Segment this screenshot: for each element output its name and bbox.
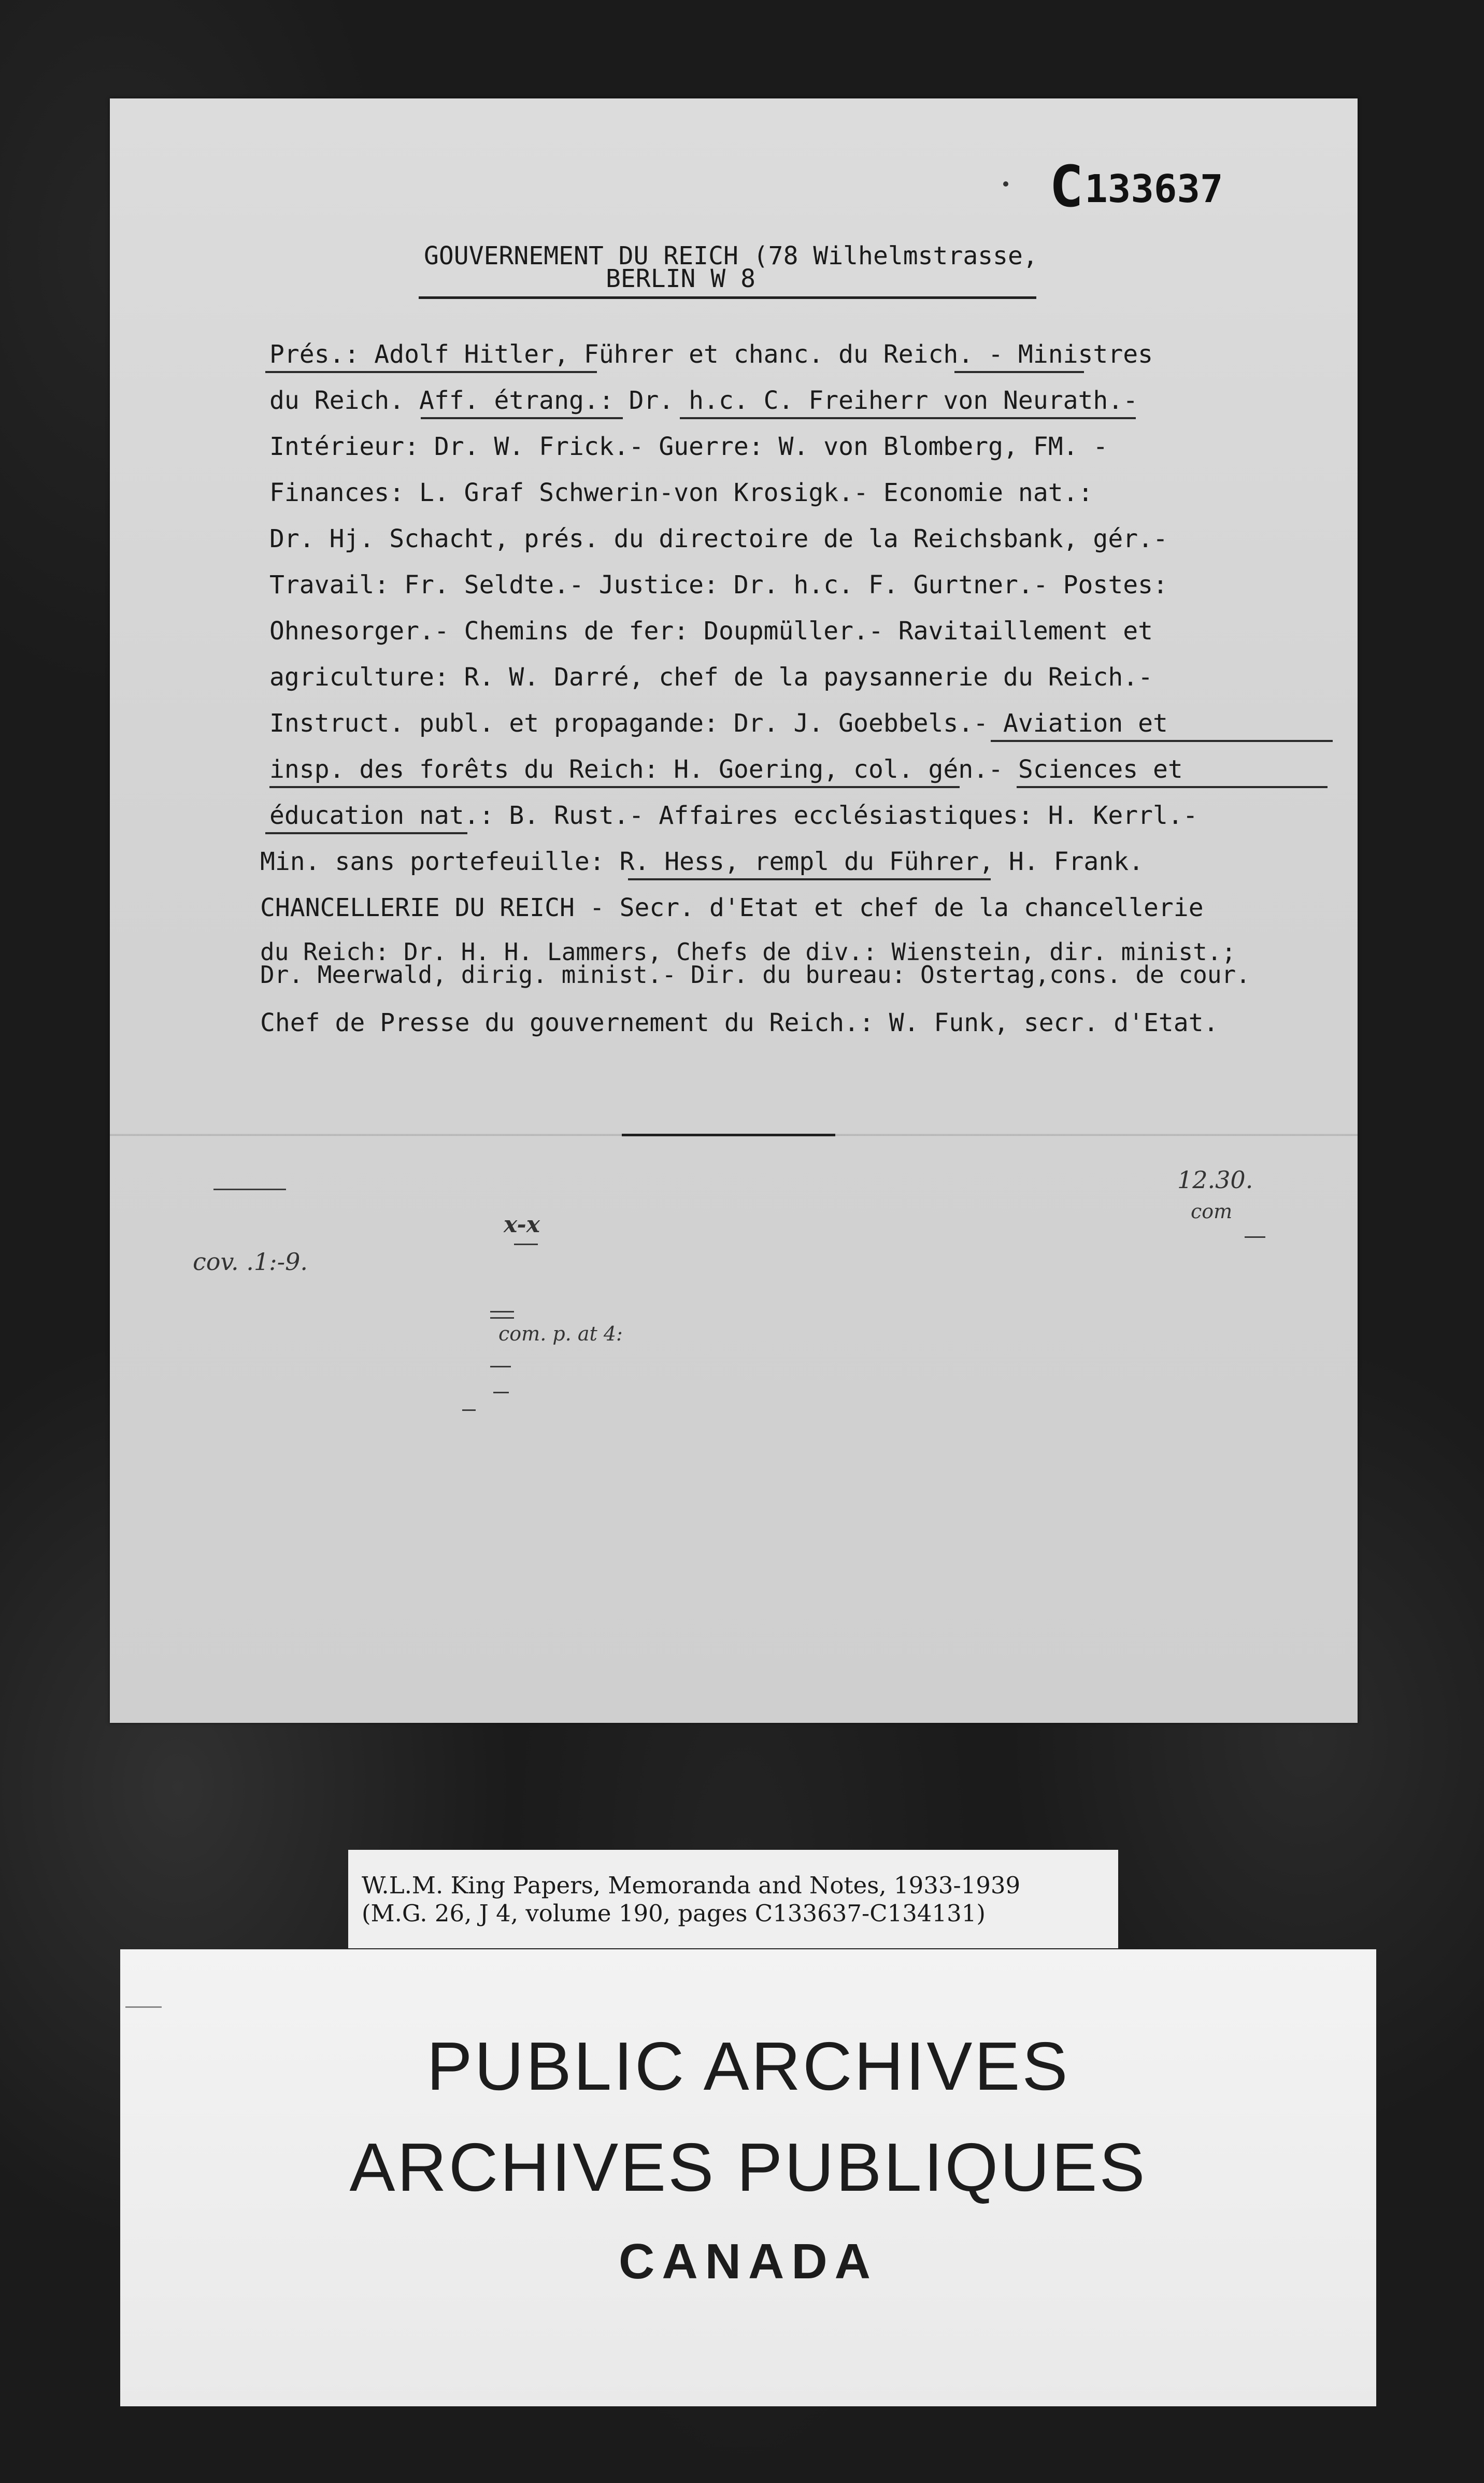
handwritten-mark: x-x (504, 1211, 540, 1238)
underline (664, 786, 960, 788)
page-number-stamp (1049, 153, 1223, 220)
body-line: insp. des forêts du Reich: H. Goering, col. gén.- Sciences et (269, 755, 1183, 784)
underline (265, 371, 597, 373)
underline (991, 740, 1333, 742)
handwritten-note: com. p. at 4: (498, 1322, 623, 1345)
card-country: CANADA (619, 2234, 878, 2289)
archive-reference-label (348, 1850, 1118, 1948)
reference-line-2: (M.G. 26, J 4, volume 190, pages C133637-C134131) (362, 1900, 986, 1927)
closing-rule (622, 1134, 835, 1136)
body-line: Finances: L. Graf Schwerin-von Krosigk.- Economie nat.: (269, 478, 1093, 507)
pen-mark (493, 1392, 509, 1393)
handwritten-word: com (1191, 1200, 1233, 1223)
body-line: Travail: Fr. Seldte.- Justice: Dr. h.c. F. Gurtner.- Postes: (269, 570, 1168, 600)
reference-line-1: W.L.M. King Papers, Memoranda and Notes, 1933-1939 (362, 1872, 1021, 1899)
pen-mark (490, 1311, 514, 1312)
heading-line-2: BERLIN W 8 (606, 264, 755, 293)
body-line: Chef de Presse du gouvernement du Reich.: W. Funk, secr. d'Etat. (260, 1008, 1219, 1037)
body-line: Intérieur: Dr. W. Frick.- Guerre: W. von Blomberg, FM. - (269, 432, 1108, 461)
body-line: Prés.: Adolf Hitler, Führer et chanc. du Reich. - Ministres (269, 340, 1153, 369)
handwritten-note: cov. .1:-9. (193, 1248, 308, 1276)
body-line: Instruct. publ. et propagande: Dr. J. Goebbels.- Aviation et (269, 709, 1168, 738)
body-line: du Reich. Aff. étrang.: Dr. h.c. C. Freiherr von Neurath.- (269, 386, 1138, 415)
body-line: agriculture: R. W. Darré, chef de la paysannerie du Reich.- (269, 663, 1153, 692)
page-code-prefix: C (1049, 153, 1084, 220)
pen-mark (1003, 181, 1008, 187)
handwritten-number: 12.30. (1177, 1166, 1253, 1194)
body-line: CHANCELLERIE DU REICH - Secr. d'Etat et chef de la chancellerie (260, 893, 1204, 922)
document-sheet (110, 98, 1358, 1723)
underline (421, 417, 623, 419)
underline (628, 878, 991, 880)
archives-card (120, 1949, 1376, 2406)
underline (265, 832, 467, 834)
underline (269, 786, 679, 788)
pen-mark (1245, 1236, 1265, 1238)
card-title-english: PUBLIC ARCHIVES (426, 2028, 1070, 2104)
underline (1017, 786, 1328, 788)
pen-mark (514, 1244, 538, 1245)
card-mark (125, 2006, 162, 2008)
underline (954, 371, 1084, 373)
pen-mark (462, 1409, 476, 1411)
page-code: 133637 (1085, 167, 1223, 211)
body-line: Dr. Hj. Schacht, prés. du directoire de la Reichsbank, gér.- (269, 524, 1168, 553)
body-line: éducation nat.: B. Rust.- Affaires ecclésiastiques: H. Kerrl.- (269, 801, 1198, 830)
heading-line-1: GOUVERNEMENT DU REICH (78 Wilhelmstrasse, (424, 241, 1038, 270)
body-line: Ohnesorger.- Chemins de fer: Doupmüller.- Ravitaillement et (269, 617, 1153, 646)
pen-mark (490, 1366, 511, 1367)
underline (680, 417, 1136, 419)
heading-rule (419, 296, 1036, 299)
pen-mark (213, 1189, 286, 1190)
card-title-french: ARCHIVES PUBLIQUES (349, 2129, 1147, 2205)
pen-mark (490, 1317, 514, 1319)
body-line: du Reich: Dr. H. H. Lammers, Chefs de div.: Wienstein, dir. minist.; (260, 938, 1236, 966)
body-line: Dr. Meerwald, dirig. minist.- Dir. du bureau: Ostertag,cons. de cour. (260, 961, 1250, 989)
body-line: Min. sans portefeuille: R. Hess, rempl du Führer, H. Frank. (260, 847, 1144, 876)
